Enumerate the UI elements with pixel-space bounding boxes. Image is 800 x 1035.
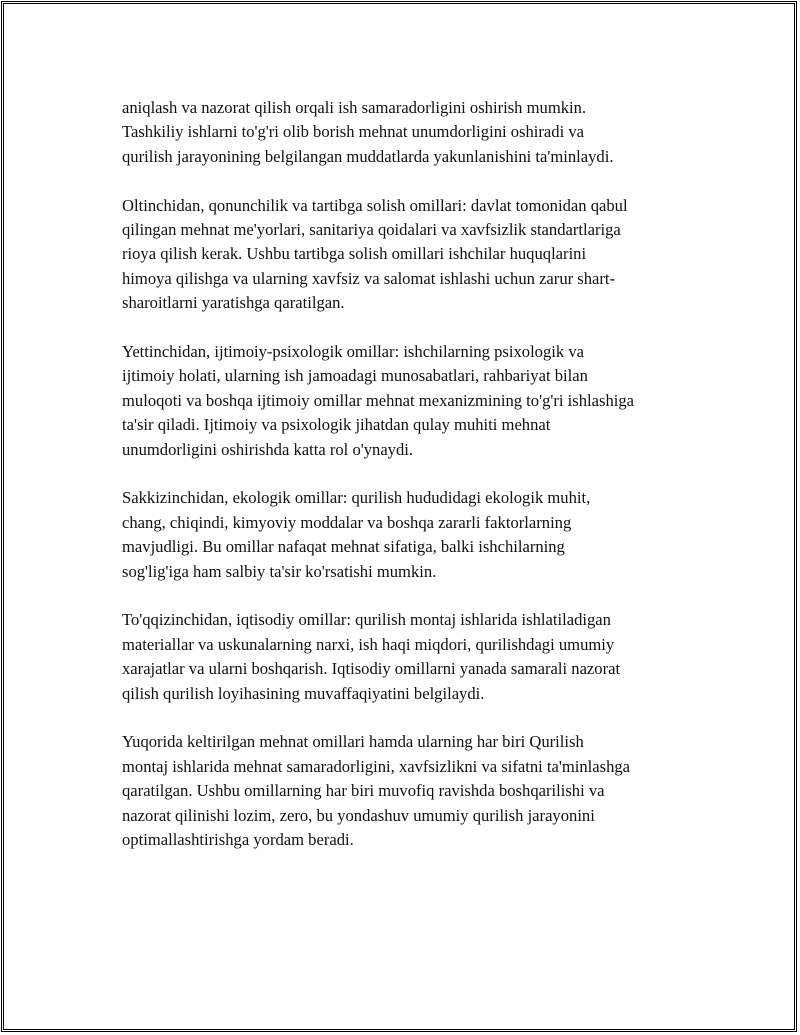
paragraph-ecological-factors: Sakkizinchidan, ekologik omillar: qurilish hududidagi ekologik muhit, chang, chiqindi, kimyoviy moddalar va boshqa zararli faktorlarning mavjudligi. Bu omillar nafaqat mehnat sifatiga, balki ishchilarning sog'lig'iga ham salbiy ta'sir ko'rsatishi mumkin.	[122, 488, 591, 581]
paragraph-continuation: aniqlash va nazorat qilish orqali ish samaradorligini oshirish mumkin. Tashkiliy ishlarni to'g'ri olib borish mehnat unumdorligini oshiradi va qurilish jarayonining belgilangan muddatlarda yakunlanishini ta'minlaydi.	[122, 98, 614, 166]
document-body	[122, 96, 702, 877]
paragraph-conclusion: Yuqorida keltirilgan mehnat omillari hamda ularning har biri Qurilish montaj ishlarida mehnat samaradorligini, xavfsizlikni va sifatni ta'minlashga qaratilgan. Ushbu omillarning har biri muvofiq ravishda boshqarilishi va nazorat qilinishi lozim, zero, bu yondashuv umumiy qurilish jarayonini optimallashtirishga yordam beradi.	[122, 732, 631, 850]
paragraph-social-psychological-factors: Yettinchidan, ijtimoiy-psixologik omillar: ishchilarning psixologik va ijtimoiy holati, ularning ish jamoadagi munosabatlari, rahbariyat bilan muloqoti va boshqa ijtimoiy omillar mehnat mexanizmining to'g'ri ishlashiga ta'sir qiladi. Ijtimoiy va psixologik jihatdan qulay muhiti mehnat unumdorligini oshirishda katta rol o'ynaydi.	[122, 342, 635, 459]
page-frame	[3, 3, 795, 1030]
paragraph-legal-factors: Oltinchidan, qonunchilik va tartibga solish omillari: davlat tomonidan qabul qilingan mehnat me'yorlari, sanitariya qoidalari va xavfsizlik standartlariga rioya qilish kerak. Ushbu tartibga solish omillari ishchilar huquqlarini himoya qilishga va ularning xavfsiz va salomat ishlashi uchun zarur shart- sharoitlarni yaratishga qaratilgan.	[122, 195, 628, 313]
paragraph-economic-factors: To'qqizinchidan, iqtisodiy omillar: qurilish montaj ishlarida ishlatiladigan materiallar va uskunalarning narxi, ish haqi miqdori, qurilishdagi umumiy xarajatlar va ularni boshqarish. Iqtisodiy omillarni yanada samarali nazorat qilish qurilish loyihasining muvaffaqiyatini belgilaydi.	[122, 610, 621, 703]
